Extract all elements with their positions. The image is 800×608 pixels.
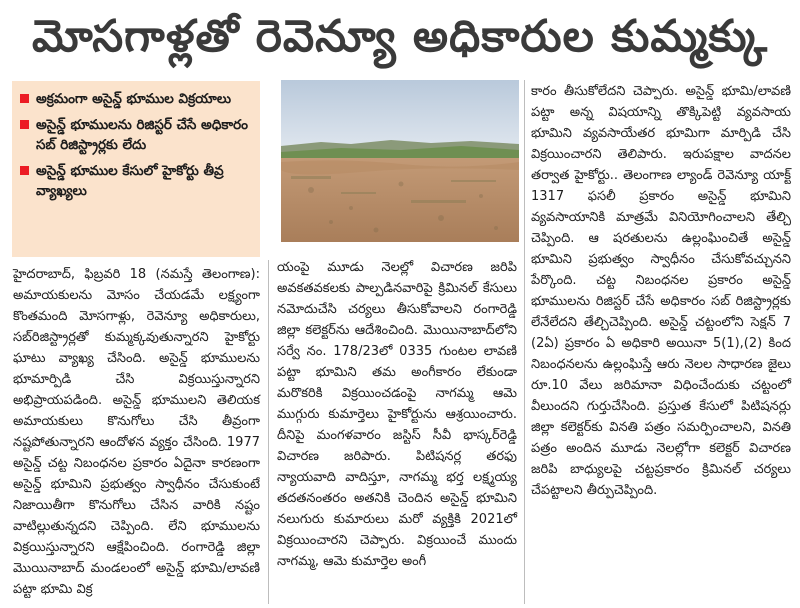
- article-text: హైదరాబాద్, ఫిబ్రవరి 18 (నమస్తే తెలంగాణ): అమాయకులను మోసం చేయడమే లక్ష్యంగా కొంతమంది మోసగాళ్లు, రెవెన్యూ అధికారులు, సబ్‌రిజిస్ట్రార్లతో కుమ్మక్కవుతున్నారని హైకోర్టు ఘాటు వ్యాఖ్య చేసింది. అసైన్డ్ భూములను భూమార్పిడి చేసి విక్రయిస్తున్నారని అభిప్రాయపడింది. అసైన్డ్ భూములని తెలియక అమాయకులు కొనుగోలు చేసి తీవ్రంగా నష్టపోతున్నారని ఆందోళన వ్యక్తం చేసింది. 1977 అసైన్డ్ చట్ట నిబంధనల ప్రకారం ఏదైనా కారణంగా అసైన్డ్ భూమిని ప్రభుత్వం స్వాధీనం చేసుకుంటే నిజాయితీగా కొనుగోలు చేసిన వారికి నష్టం వాటిల్లుతున్నదని చెప్పింది. లేని భూములను విక్రయిస్తున్నారని ఆక్షేపించింది. రంగారెడ్డి జిల్లా మొయినాబాద్ మండలంలో అసైన్డ్ భూమి/లావణి పట్టా భూమి విక్ర: [13, 267, 260, 597]
- article-column-1: [13, 264, 260, 604]
- headline: మోసగాళ్లతో రెవెన్యూ అధికారుల కుమ్మక్కు: [31, 11, 769, 62]
- article-column-2: [277, 257, 517, 604]
- article-text: కారం తీసుకోలేదని చెప్పారు. అసైన్డ్ భూమి/లావణి పట్టా అన్న విషయాన్ని తొక్కిపెట్టి వ్యవసాయ భూమిని వ్యవసాయేతర భూమిగా మార్పిడి చేసి విక్రయించారని తెలిపారు. ఇరుపక్షాల వాదనల తర్వాత హైకోర్టు.. తెలంగాణ ల్యాండ్ రెవెన్యూ యాక్ట్ 1317 ఫసలీ ప్రకారం అసైన్డ్ భూమిని వ్యవసాయానికి మాత్రమే వినియోగించాలని తేల్చి చెప్పింది. ఆ షరతులను ఉల్లంఘించితే అసైన్డ్ భూమిని ప్రభుత్వం స్వాధీనం చేసుకోవచ్చునని పేర్కొంది. చట్ట నిబంధనల ప్రకారం అసైన్డ్ భూములను రిజిస్టర్ చేసే అధికారం సబ్ రిజిస్ట్రార్లకు లేనేలేదని తేల్చిచెప్పింది. అసైన్డ్ చట్టంలోని సెక్షన్ 7 (2ఏ) ప్రకారం ఏ అధికారి అయినా 5(1),(2) కింద నిబంధనలను ఉల్లంఘిస్తే ఆరు నెలల సాధారణ జైలు రూ.10 వేలు జరిమానా విధించేందుకు చట్టంలో వీలుందని గుర్తుచేసింది. ప్రస్తుత కేసులో పిటిషనర్లు జిల్లా కలెక్టర్‌కు వినతి పత్రం సమర్పించాలని, వినతి పత్రం అందిన మూడు నెలల్లోగా కలెక్టర్ విచారణ జరిపి బాధ్యులపై చట్టప్రకారం క్రిమినల్ చర్యలు చేపట్టాలని తీర్పుచెప్పింది.: [531, 84, 791, 498]
- red-square-bullet-icon: [20, 94, 29, 103]
- highlights-box: [12, 81, 260, 257]
- article-column-3: [531, 81, 791, 604]
- highlight-text: అసైన్డ్ భూముల కేసులో హైకోర్టు తీవ్ర వ్యాఖ్యలు: [36, 163, 224, 199]
- column-divider: [268, 260, 269, 604]
- highlight-text: అసైన్డ్ భూములను రిజిస్టర్ చేసే అధికారం సబ్ రిజిస్ట్రార్లకు లేదు: [36, 117, 248, 153]
- highlight-item: [20, 115, 254, 155]
- column-divider: [524, 80, 525, 604]
- highlight-item: [20, 161, 254, 201]
- highlight-text: అక్రమంగా అసైన్డ్ భూముల విక్రయాలు: [36, 91, 232, 107]
- article-text: యంపై మూడు నెలల్లో విచారణ జరిపి అవకతవకలకు పాల్పడినవారిపై క్రిమినల్ కేసులు నమోదుచేసి చర్యలు తీసుకోవాలని రంగారెడ్డి జిల్లా కలెక్టర్‌ను ఆదేశించింది. మొయినాబాద్‌లోని సర్వే నం. 178/23లో 0335 గుంటల లావణి పట్టా భూమిని తమ అంగీకారం లేకుండా మరొకరికి విక్రయించడంపై నాగమ్మ ఆమె ముగ్గురు కుమార్తెలు హైకోర్టును ఆశ్రయించారు. దీనిపై మంగళవారం జస్టిస్ సీవీ భాస్కర్‌రెడ్డి విచారణ జరిపారు. పిటిషనర్ల తరఫు న్యాయవాది వాదిస్తూ, నాగమ్మ భర్త లక్ష్మయ్య తదతనంతరం అతనికి చెందిన అసైన్డ్ భూమిని నలుగురు కుమారులు మరో వ్యక్తికి 2021లో విక్రయించారని చెప్పారు. విక్రయించే ముందు నాగమ్మ, ఆమె కుమార్తెల అంగీ: [277, 260, 517, 569]
- red-square-bullet-icon: [20, 120, 29, 129]
- red-square-bullet-icon: [20, 166, 29, 175]
- landscape-photo: [281, 80, 519, 242]
- highlight-item: [20, 89, 254, 109]
